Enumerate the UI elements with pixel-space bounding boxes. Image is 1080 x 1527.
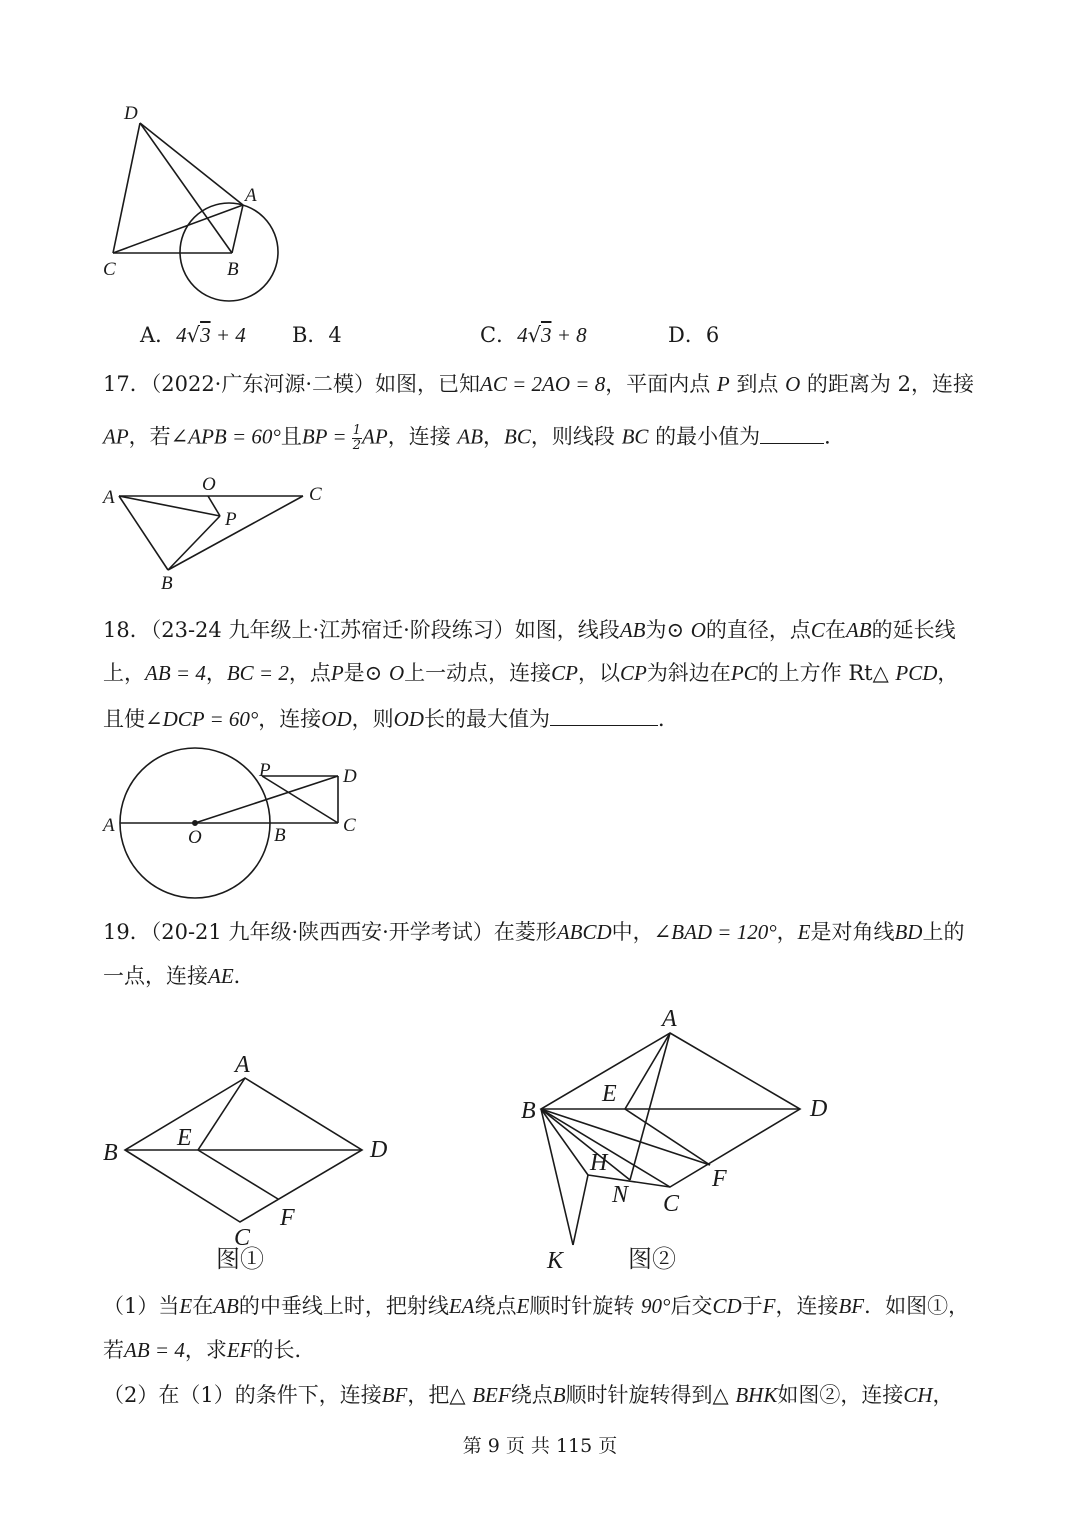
segment-bn: [541, 1109, 630, 1180]
label-d: D: [810, 1096, 828, 1122]
label-k: K: [547, 1248, 564, 1274]
segment-hk: [573, 1175, 588, 1245]
label-h: H: [590, 1150, 608, 1176]
label-n: N: [612, 1182, 629, 1208]
caption-fig-2: 图②: [628, 1245, 676, 1273]
q19-line-2: 一点，连接AE．: [103, 964, 255, 988]
caption-fig-1: 图①: [216, 1245, 264, 1273]
label-a: A: [235, 1052, 250, 1078]
segment-an: [630, 1033, 670, 1180]
label-c: C: [309, 484, 322, 505]
label-o: O: [188, 827, 202, 848]
label-b: B: [161, 573, 173, 594]
label-f: F: [280, 1205, 295, 1231]
label-a: A: [103, 487, 115, 508]
label-d: D: [343, 766, 357, 787]
label-d: D: [124, 103, 138, 124]
option-a: A．4√3 + 4: [140, 323, 246, 347]
label-a: A: [662, 1006, 677, 1032]
label-f: F: [712, 1166, 727, 1192]
label-e: E: [177, 1125, 192, 1151]
label-b: B: [103, 1140, 118, 1166]
label-b: B: [227, 259, 239, 280]
label-e: E: [602, 1081, 617, 1107]
label-c: C: [663, 1191, 680, 1217]
label-c: C: [103, 259, 116, 280]
label-c: C: [343, 815, 356, 836]
label-p: P: [259, 760, 271, 781]
segment-ae: [625, 1033, 670, 1109]
q19-part2-line-1: （2）在（1）的条件下，连接BF，把△ BEF绕点B顺时针旋转得到△ BHK如图②，连接CH，: [103, 1383, 954, 1407]
q19-part1-line-1: （1）当E在AB的中垂线上时，把射线EA绕点E顺时针旋转 90°后交CD于F，连接BF．如图①，: [103, 1294, 970, 1318]
q18-line-1: 18．（23-24 九年级上·江苏宿迁·阶段练习）如图，线段AB为⊙ O的直径，点C在AB的延长线: [103, 618, 956, 642]
label-o: O: [202, 474, 216, 495]
label-b: B: [274, 825, 286, 846]
option-b: B．4: [292, 323, 342, 347]
label-c: C: [234, 1225, 251, 1251]
q19-part1-line-2: 若AB = 4，求EF的长．: [103, 1338, 316, 1362]
label-a: A: [103, 815, 115, 836]
page-footer: 第 9 页 共 115 页: [462, 1435, 618, 1457]
q18-line-2: 上，AB = 4，BC = 2，点P是⊙ O上一动点，连接CP，以CP为斜边在PC的上方作 Rt△ PCD，: [103, 661, 959, 685]
fraction-one-half: $\frac{1}{2}$: [352, 423, 362, 453]
label-d: D: [370, 1137, 388, 1163]
label-a: A: [245, 185, 257, 206]
label-p: P: [225, 509, 237, 530]
q19-line-1: 19．（20-21 九年级·陕西西安·开学考试）在菱形ABCD中，∠BAD = 120°，E是对角线BD上的: [103, 920, 965, 944]
option-c: C．4√3 + 8: [480, 323, 587, 347]
option-d: D．6: [668, 323, 720, 347]
segment-bk: [541, 1109, 573, 1245]
q17-line-1: 17．（2022·广东河源·二模）如图，已知AC = 2AO = 8，平面内点 P 到点 O 的距离为 2，连接: [103, 372, 974, 396]
q17-line-2: AP，若∠APB = 60°且BP = $\frac{1}{2}$ AP，连接 AB，BC，则线段 BC 的最小值为 ．: [103, 423, 846, 453]
label-b: B: [521, 1098, 536, 1124]
segment-ef: [625, 1109, 710, 1165]
q18-line-3: 且使∠DCP = 60°，连接OD，则OD长的最大值为 ．: [103, 707, 679, 731]
segment-bf: [541, 1109, 710, 1165]
